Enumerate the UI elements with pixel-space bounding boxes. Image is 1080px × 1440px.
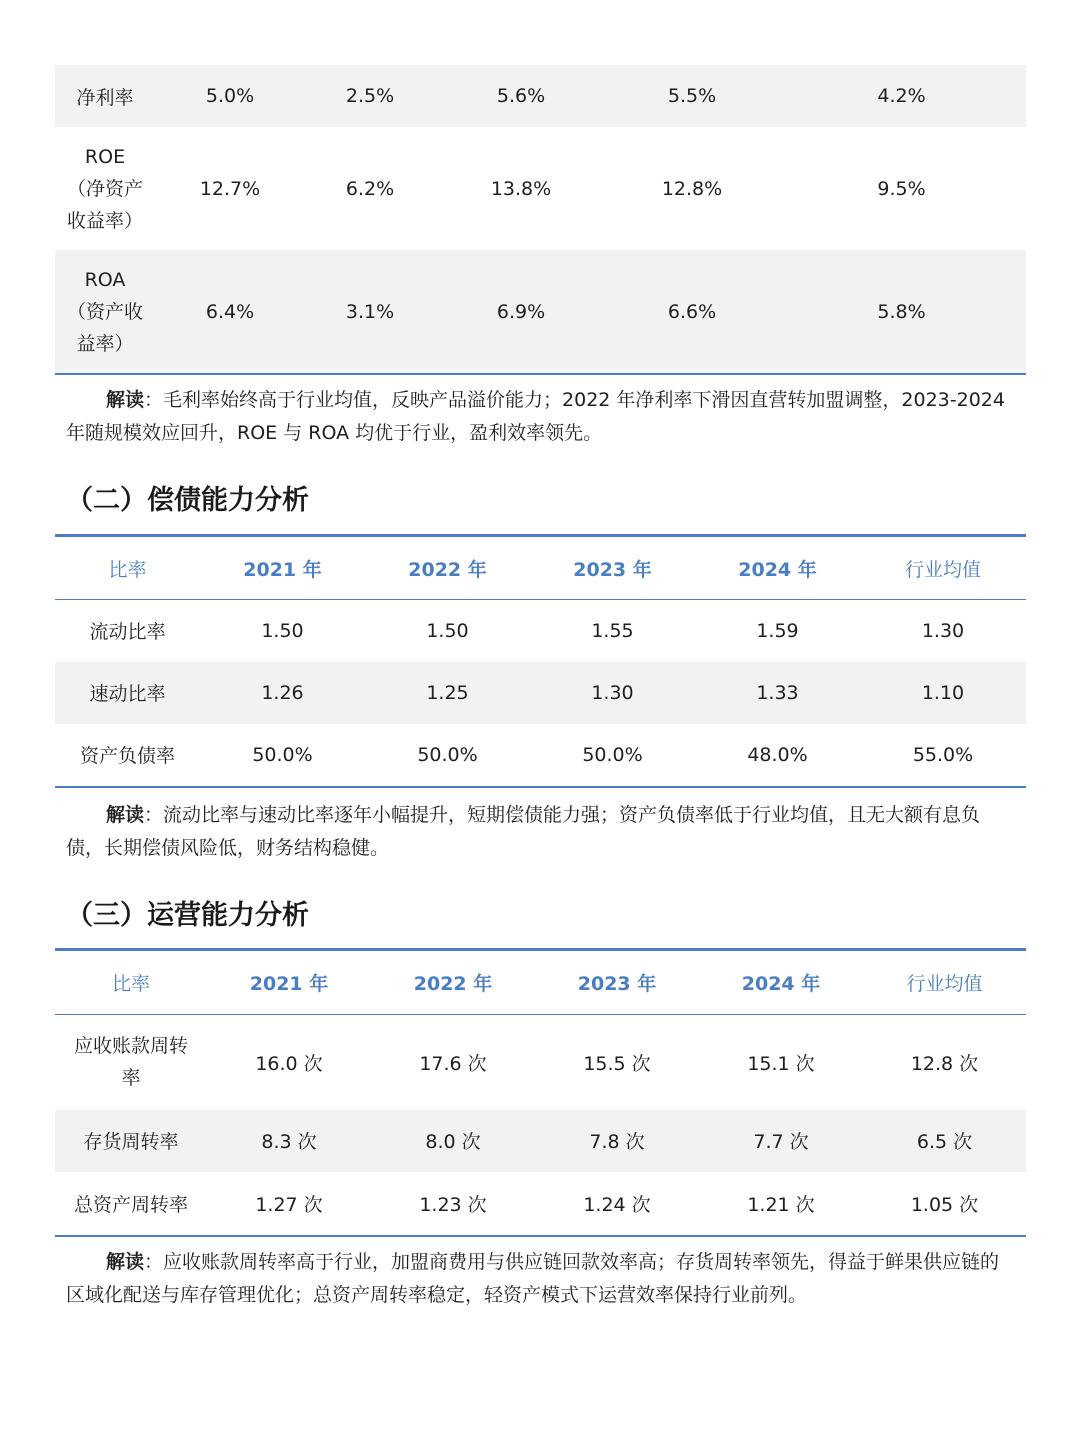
note-lead: 解读 — [106, 1251, 145, 1273]
table-cell: 5.8% — [777, 250, 1026, 374]
table-cell: 5.6% — [435, 65, 607, 127]
table-cell: 6.5 次 — [863, 1110, 1026, 1172]
column-header: 比率 — [55, 950, 207, 1015]
table-cell: 5.0% — [155, 65, 305, 127]
table-cell: 1.50 — [426, 619, 469, 642]
table-cell: 1.26 — [200, 662, 365, 724]
column-header: 2021 年 — [207, 950, 371, 1015]
row-label: ROA （资产收 益率） — [55, 250, 155, 374]
table-cell: 15.5 次 — [583, 1052, 651, 1075]
table-cell: 1.05 次 — [863, 1172, 1026, 1236]
table-cell: 12.8% — [661, 177, 723, 200]
profitability-table — [55, 65, 1026, 375]
table-cell: 50.0% — [530, 724, 695, 787]
table-row — [55, 600, 1026, 662]
table-cell: 15.1 次 — [747, 1052, 815, 1075]
table-cell: 1.55 — [591, 619, 634, 642]
table-row — [55, 662, 1026, 724]
column-header: 比率 — [55, 536, 200, 600]
table-row — [55, 65, 1026, 127]
row-label: 应收账款周转 率 — [73, 1035, 188, 1090]
row-label: 净利率 — [55, 65, 155, 127]
column-header: 行业均值 — [860, 536, 1026, 600]
table-cell: 7.7 次 — [699, 1110, 863, 1172]
table-cell: 2.5% — [305, 65, 435, 127]
table-cell: 50.0% — [200, 724, 365, 787]
row-label: ROE （净资产 收益率） — [66, 145, 143, 232]
column-header: 2023 年 — [535, 950, 699, 1015]
operation-table — [55, 948, 1026, 1237]
table-cell: 1.24 次 — [535, 1172, 699, 1236]
table-cell: 13.8% — [490, 177, 552, 200]
column-header: 2024 年 — [695, 536, 860, 600]
table-row — [55, 1110, 1026, 1172]
table-row — [55, 1172, 1026, 1236]
column-header: 2022 年 — [365, 536, 530, 600]
note-lead: 解读 — [106, 804, 145, 826]
note-text: ：应收账款周转率高于行业，加盟商费用与供应链回款效率高；存货周转率领先，得益于鲜果供应链的区域化配送与库存管理优化；总资产周转率稳定，轻资产模式下运营效率保持行业前列。 — [66, 1251, 1000, 1306]
table-cell: 6.6% — [607, 250, 777, 374]
table-cell: 1.27 次 — [207, 1172, 371, 1236]
profitability-note — [66, 384, 1011, 450]
table-header-row — [55, 536, 1026, 600]
table-cell: 12.7% — [199, 177, 261, 200]
table-cell: 1.10 — [860, 662, 1026, 724]
table-cell: 7.8 次 — [535, 1110, 699, 1172]
note-text: ：毛利率始终高于行业均值，反映产品溢价能力；2022 年净利率下滑因直营转加盟调整，2023-2024 年随规模效应回升，ROE 与 ROA 均优于行业，盈利效率领先。 — [66, 389, 1005, 444]
row-label: 速动比率 — [55, 662, 200, 724]
table-row — [55, 724, 1026, 787]
table-cell: 8.3 次 — [207, 1110, 371, 1172]
table-cell: 8.0 次 — [371, 1110, 535, 1172]
table-row — [55, 1015, 1026, 1110]
table-cell: 1.23 次 — [371, 1172, 535, 1236]
table-cell: 12.8 次 — [910, 1052, 979, 1075]
table-cell: 1.50 — [261, 619, 304, 642]
table-cell: 50.0% — [365, 724, 530, 787]
note-lead: 解读 — [106, 389, 145, 411]
table-cell: 1.25 — [365, 662, 530, 724]
table-cell: 6.9% — [435, 250, 607, 374]
table-cell: 1.21 次 — [699, 1172, 863, 1236]
row-label: 流动比率 — [89, 621, 166, 644]
table-row — [55, 127, 1026, 250]
column-header: 2021 年 — [200, 536, 365, 600]
table-cell: 48.0% — [695, 724, 860, 787]
table-cell: 6.4% — [155, 250, 305, 374]
table-row — [55, 250, 1026, 374]
table-cell: 55.0% — [860, 724, 1026, 787]
solvency-note — [66, 799, 1011, 865]
column-header: 2024 年 — [699, 950, 863, 1015]
column-header: 2023 年 — [530, 536, 695, 600]
table-cell: 5.5% — [607, 65, 777, 127]
note-text: ：流动比率与速动比率逐年小幅提升，短期偿债能力强；资产负债率低于行业均值，且无大额有息负债，长期偿债风险低，财务结构稳健。 — [66, 804, 981, 859]
row-label: 存货周转率 — [55, 1110, 207, 1172]
table-cell: 1.30 — [530, 662, 695, 724]
column-header: 2022 年 — [371, 950, 535, 1015]
row-label: 资产负债率 — [55, 724, 200, 787]
section-title-solvency: （二）偿债能力分析 — [66, 485, 309, 516]
operation-note — [66, 1246, 1011, 1312]
table-cell: 4.2% — [777, 65, 1026, 127]
solvency-table — [55, 534, 1026, 788]
table-header-row — [55, 950, 1026, 1015]
table-cell: 9.5% — [877, 177, 926, 200]
row-label: 总资产周转率 — [55, 1172, 207, 1236]
table-cell: 1.30 — [921, 619, 965, 642]
column-header: 行业均值 — [863, 950, 1026, 1015]
table-cell: 3.1% — [305, 250, 435, 374]
table-cell: 6.2% — [345, 177, 395, 200]
table-cell: 17.6 次 — [419, 1052, 487, 1075]
section-title-operation: （三）运营能力分析 — [66, 900, 309, 931]
table-cell: 1.33 — [695, 662, 860, 724]
table-cell: 16.0 次 — [255, 1052, 323, 1075]
table-cell: 1.59 — [756, 619, 799, 642]
